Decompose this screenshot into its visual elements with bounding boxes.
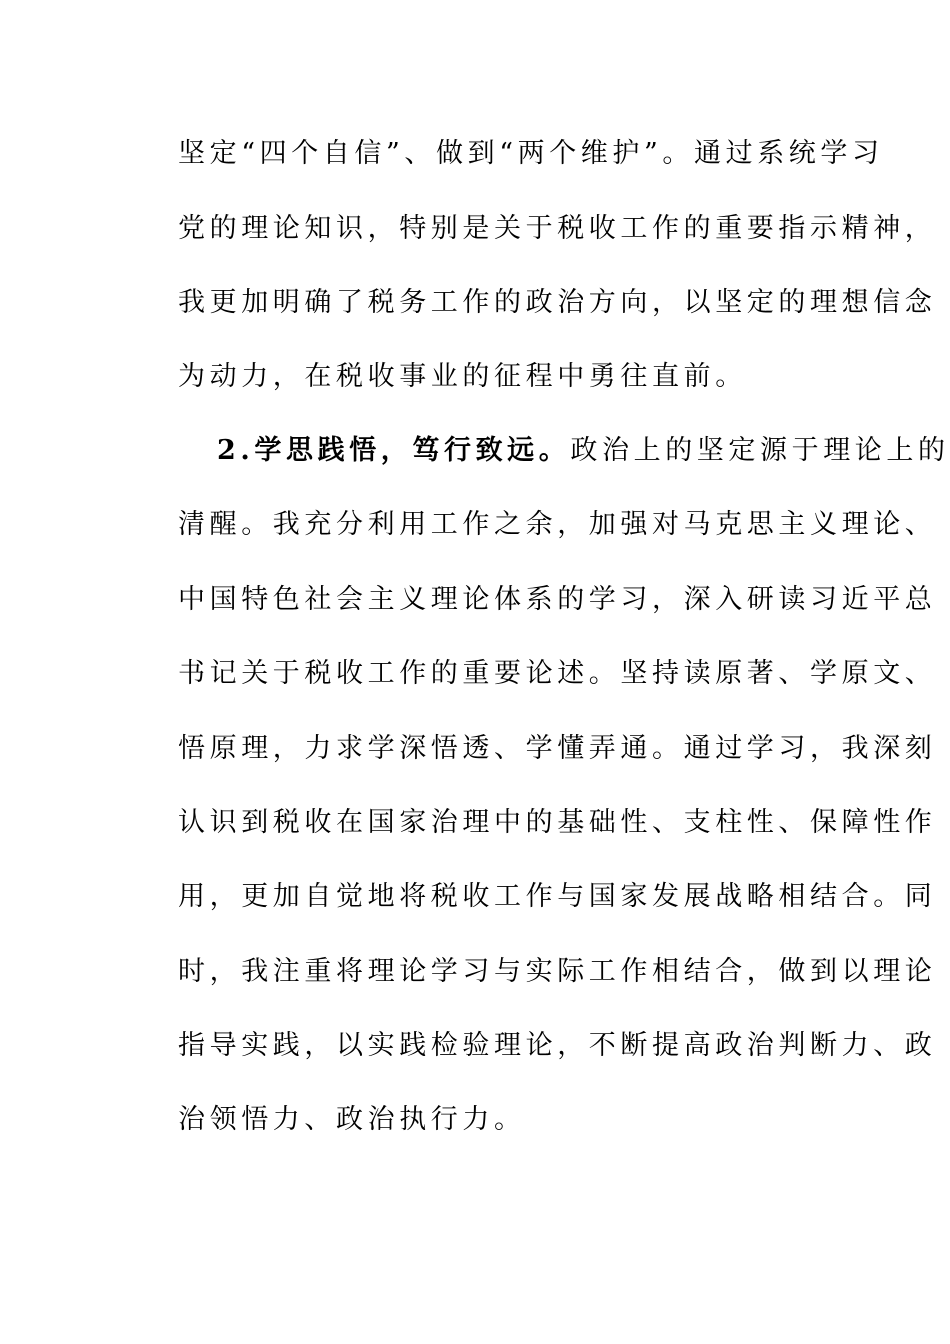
paragraph-1-line-2: 党的理论知识，特别是关于税收工作的重要指示精神， — [178, 213, 937, 244]
paragraph-2-line-5: 悟原理，力求学深悟透、学懂弄通。通过学习，我深刻 — [178, 733, 937, 764]
paragraph-2-first-line-text: 政治上的坚定源于理论上的 — [570, 435, 950, 466]
paragraph-2-line-2: 清醒。我充分利用工作之余，加强对马克思主义理论、 — [178, 509, 937, 540]
paragraph-2-line-8: 时，我注重将理论学习与实际工作相结合，做到以理论 — [178, 956, 937, 987]
paragraph-2-line-9: 指导实践，以实践检验理论，不断提高政治判断力、政 — [178, 1030, 937, 1061]
paragraph-2-line-7: 用，更加自觉地将税收工作与国家发展战略相结合。同 — [178, 881, 937, 912]
paragraph-2-line-4: 书记关于税收工作的重要论述。坚持读原著、学原文、 — [178, 658, 937, 689]
paragraph-1-line-4: 为动力，在税收事业的征程中勇往直前。 — [178, 361, 747, 392]
paragraph-2-first-line — [217, 431, 950, 471]
paragraph-2-line-6: 认识到税收在国家治理中的基础性、支柱性、保障性作 — [178, 807, 937, 838]
paragraph-2-line-3: 中国特色社会主义理论体系的学习，深入研读习近平总 — [178, 584, 937, 615]
paragraph-1-line-1: 坚定“四个自信”、做到“两个维护”。通过系统学习 — [178, 138, 884, 169]
paragraph-2-line-10: 治领悟力、政治执行力。 — [178, 1104, 526, 1135]
section-heading: 2.学思践悟，笃行致远。 — [217, 435, 571, 466]
paragraph-1-line-3: 我更加明确了税务工作的政治方向，以坚定的理想信念 — [178, 287, 937, 318]
